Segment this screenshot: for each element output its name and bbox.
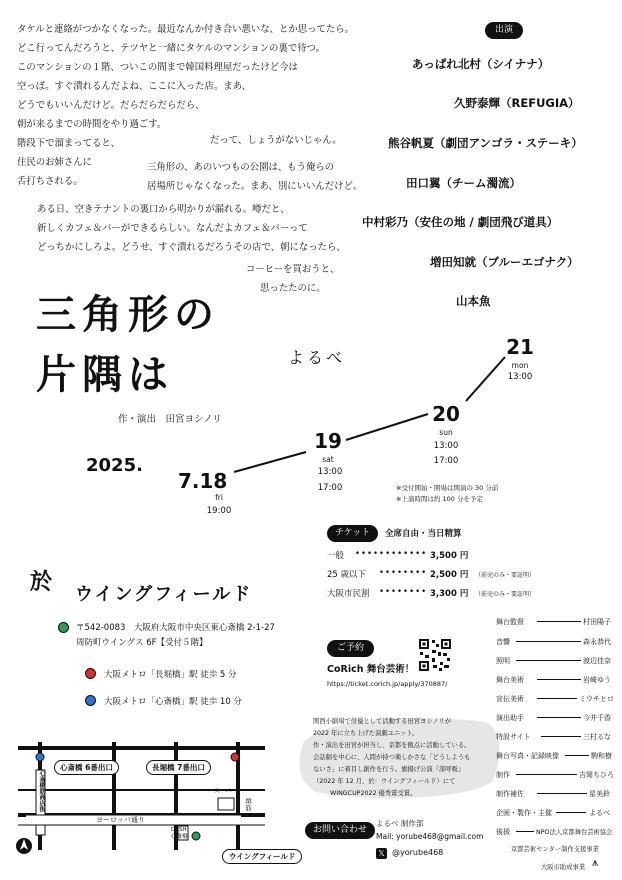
- staff-name: 森永恭代: [583, 638, 611, 646]
- time-20b: 17:00: [433, 456, 459, 466]
- time-20a: 13:00: [433, 441, 459, 451]
- cast-member: あっぱれ北村（シイナナ）: [412, 57, 550, 71]
- note-duration: ※上演時間は約 100 分を予定: [396, 495, 483, 503]
- price-row: 一般 •••••••••••• 3,500 円: [327, 549, 469, 561]
- date-19: 19: [314, 429, 342, 453]
- about-line: （2022 年 12 月、於：ウイングフィールド）にて: [313, 778, 456, 785]
- staff-name: ミウチヒロ: [579, 695, 614, 703]
- staff-divider: [537, 679, 581, 680]
- day-21: mon: [511, 361, 529, 370]
- contact-mail[interactable]: Mail: yorube468@gmail.com: [376, 832, 484, 841]
- cast-member: 熊谷帆夏（劇団アンゴラ・ステーキ）: [388, 136, 583, 150]
- staff-role: 企画・製作・主催: [496, 809, 552, 817]
- time-19b: 17:00: [317, 483, 343, 493]
- intro-line: 新しくカフェ＆バーができるらしい。なんだよカフェ＆バーって: [37, 223, 308, 234]
- date-21: 21: [506, 335, 534, 359]
- access-shinsaibashi: 大阪メトロ「心斎橋」駅 徒歩 10 分: [104, 697, 242, 707]
- map-street-shinsaibashisuji: 心斎橋筋商店街: [38, 770, 45, 812]
- intro-line: 舌打ちされる。: [17, 176, 83, 187]
- intro-line: 朝が来るまでの時間をやり過ごす。: [17, 119, 167, 130]
- support-org: 京都芸術センター制作支援事業: [511, 846, 599, 853]
- time-21: 13:00: [507, 372, 533, 382]
- support-org: 大阪市助成事業: [541, 864, 586, 871]
- staff-name: 星美鈴: [589, 790, 610, 798]
- staff-name: 岩崎ゆう: [583, 676, 611, 684]
- osaka-city-logo-icon: ⩚: [592, 856, 599, 869]
- map-super: スーパー: [214, 788, 238, 795]
- staff-divider: [541, 736, 581, 737]
- title-line-1: 三角形の: [36, 292, 220, 338]
- staff-divider: [537, 621, 581, 622]
- contact-x[interactable]: @yorube468: [392, 848, 444, 857]
- map-street-sakaisuji: 堺筋: [244, 798, 252, 811]
- access-nagahoribashi: 大阪メトロ「長堀橋」駅 徒歩 5 分: [104, 670, 237, 680]
- map-exit-nagahoribashi: 長堀橋 7番出口: [146, 760, 211, 775]
- about-line: 2022 年に立ち上げた演劇ユニット。: [313, 730, 419, 737]
- staff-divider: [537, 717, 581, 718]
- reserve-url[interactable]: https://ticket.corich.jp/apply/370887/: [327, 680, 448, 688]
- staff-name: 村田陽子: [583, 618, 611, 626]
- price-row: 25 歳以下 •••••••• 2,500 円 （前売のみ・要証明）: [327, 568, 536, 580]
- time-19a: 13:00: [317, 467, 343, 477]
- price-name: 25 歳以下: [327, 570, 367, 580]
- intro-line: 居場所じゃなくなった。まあ、別にいいんだけど。: [147, 181, 363, 192]
- reserve-site[interactable]: CoRich 舞台芸術！: [327, 664, 415, 675]
- cast-member: 田口翼（チーム濁流）: [406, 176, 521, 190]
- year: 2025.: [86, 455, 143, 476]
- contact-label: お問い合わせ: [305, 822, 375, 839]
- venue-address-1: 〒542-0083 大阪府大阪市中央区東心斎橋 2-1-27: [76, 623, 275, 633]
- staff-divider: [516, 641, 581, 642]
- staff-divider: [516, 831, 534, 832]
- about-line: ないさ」に着目し創作を行う。旗揚げ公演『深呼吸』: [313, 766, 465, 773]
- staff-role: 演出助手: [496, 714, 524, 722]
- ticket-label: チケット: [327, 525, 378, 542]
- staff-role: 制作: [496, 771, 510, 779]
- staff-role: 音響: [496, 638, 510, 646]
- staff-divider: [516, 774, 577, 775]
- intro-line: どうでもいいんだけど。だらだらだらだら、: [17, 100, 205, 111]
- cast-member: 久野泰輝（REFUGIA）: [454, 96, 580, 110]
- intro-line: 住民のお姉さんに: [17, 157, 93, 168]
- ticket-type: 全席自由・当日精算: [385, 529, 462, 539]
- day-19: sat: [322, 455, 334, 464]
- price-name: 一般: [327, 551, 345, 561]
- about-line: WINGCUP2022 優秀賞受賞。: [330, 790, 417, 797]
- day-20: sun: [439, 428, 453, 437]
- intro-line: 思ったたのに。: [260, 283, 326, 294]
- venue-address-2: 周防町ウイングス 6F【受付５階】: [76, 638, 208, 648]
- intro-line: 三角形の、あのいつもの公園は、もう俺らの: [147, 162, 335, 173]
- staff-role: 宣伝美術: [496, 695, 524, 703]
- time-18: 19:00: [206, 506, 232, 516]
- map-street-europe: ヨーロッパ通り: [96, 816, 145, 824]
- staff-role: 制作補佐: [496, 790, 524, 798]
- staff-name: よるべ: [589, 809, 610, 817]
- intro-line: ある日、空きテナントの裏口から明かりが漏れる。噂だと、: [37, 204, 290, 215]
- date-18: 7.18: [178, 469, 228, 493]
- intro-line: 空っぽ。すぐ潰れるんだよね、ここに入った店。まあ、: [17, 81, 252, 92]
- price-note: （前売のみ・要証明）: [475, 572, 536, 579]
- price-name: 大阪市民割: [327, 589, 370, 599]
- cast-heading: 出演: [485, 22, 523, 39]
- title-line-2: 片隅は: [36, 352, 174, 398]
- staff-divider: [516, 660, 581, 661]
- about-line: 作・演出を田宮が担当し、京都を拠点に活動している。: [313, 742, 471, 749]
- staff-role: 特設サイト: [496, 733, 531, 741]
- cast-member: 中村彩乃（安住の地 / 劇団飛び道具）: [362, 215, 559, 229]
- intro-line: タケルと連絡がつかなくなった。最近なんか付き合い悪いな、とか思ってたら。: [17, 24, 355, 35]
- price-note: （前売のみ・要証明）: [475, 591, 536, 598]
- price-value: 3,300 円: [430, 589, 469, 599]
- intro-line: どこ行ってんだろうと、テツヤと一緒にタケルのマンションの裏で待つ。: [17, 43, 326, 54]
- staff-role: 舞台監督: [496, 618, 524, 626]
- qr-code-icon[interactable]: [418, 638, 452, 672]
- company-name: よるべ: [288, 348, 346, 367]
- staff-divider: [556, 812, 586, 813]
- x-logo-icon: 𝕏: [376, 848, 387, 859]
- day-18: fri: [215, 493, 223, 502]
- intro-line: コーヒーを買おうと、: [246, 264, 340, 275]
- staff-name: 駒和樹: [591, 752, 612, 760]
- about-line: 関西小劇場で俳優として活動する田宮ヨシノリが: [313, 718, 452, 725]
- staff-divider: [565, 755, 589, 756]
- intro-line: 階段下で溜まってると、: [17, 138, 121, 149]
- staff-role: 舞台写真・記録映像: [496, 752, 559, 760]
- staff-role: 照明: [496, 657, 510, 665]
- staff-role: 舞台美術: [496, 676, 524, 684]
- credit: 作・演出 田宮ヨシノリ: [118, 414, 222, 425]
- staff-name: 渡辺佳奈: [583, 657, 611, 665]
- staff-divider: [537, 698, 577, 699]
- price-value: 2,500 円: [430, 570, 469, 580]
- reserve-label: ご予約: [327, 640, 374, 657]
- venue-name: ウイングフィールド: [75, 584, 253, 605]
- staff-divider: [537, 793, 587, 794]
- map-dash: DASH 心斎橋: [171, 827, 188, 840]
- price-value: 3,500 円: [430, 551, 469, 561]
- date-20: 20: [432, 402, 460, 426]
- cast-member: 山本魚: [456, 294, 491, 308]
- map-exit-shinsaibashi: 心斎橋 6番出口: [54, 760, 119, 775]
- note-reception: ※受付開始・開場は開演の 30 分前: [396, 484, 499, 492]
- intro-line: このマンションの１階、ついこの間まで韓国料理屋だったけど今は: [17, 62, 298, 73]
- intro-line: どっちかにしろよ。どうせ、すぐ潰れるだろうその店で、朝になったら、: [37, 242, 346, 253]
- price-row: 大阪市民割 •••••••• 3,300 円 （前売のみ・要証明）: [327, 587, 536, 599]
- about-line: 会話劇を中心に、人間が持つ楽しかさな「どうしようも: [313, 754, 471, 761]
- staff-name: 吉岡ちひろ: [579, 771, 614, 779]
- contact-org: よるべ 制作部: [376, 819, 424, 828]
- venue-prefix: 於: [30, 570, 53, 595]
- map-venue-label: ウイングフィールド: [222, 849, 302, 864]
- intro-line: だって、しょうがないじゃん。: [210, 135, 342, 146]
- staff-name: 今井千香: [583, 714, 611, 722]
- staff-name: 三村るな: [583, 733, 611, 741]
- support-label: 後援: [496, 828, 510, 836]
- support-org: NPO法人京都舞台芸術協会: [536, 829, 613, 836]
- cast-member: 増田知就（ブルーエゴナク）: [430, 255, 579, 269]
